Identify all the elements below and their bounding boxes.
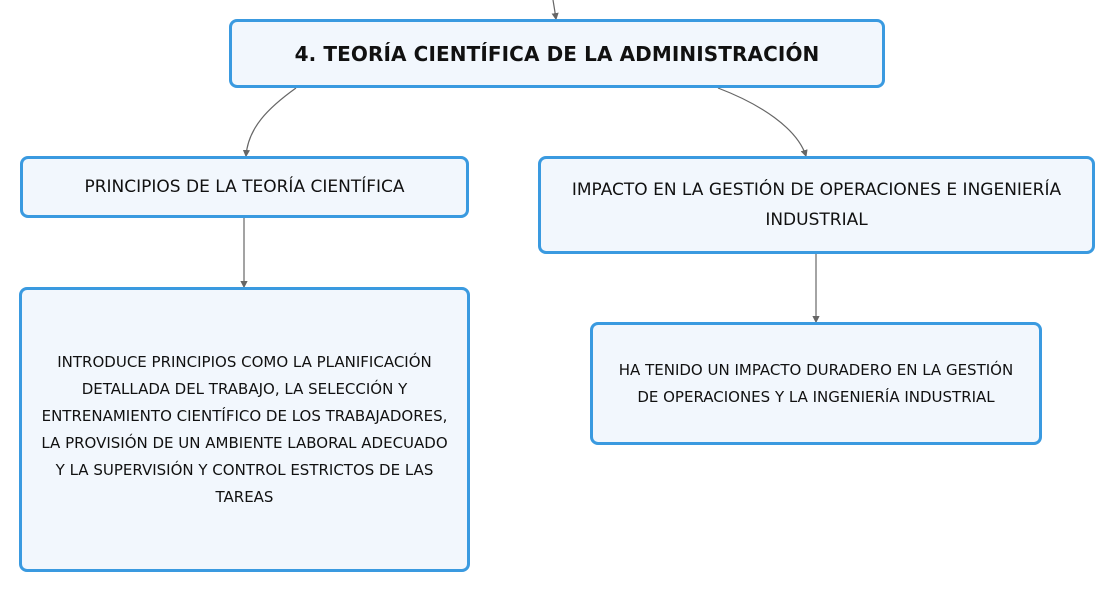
subtopic-principios-node[interactable] (20, 156, 469, 218)
subtopic-principios-label: PRINCIPIOS DE LA TEORÍA CIENTÍFICA (84, 177, 405, 197)
connector-title-to-principios (246, 88, 296, 156)
topic-title-node[interactable] (229, 19, 885, 88)
subtopic-impacto-label: IMPACTO EN LA GESTIÓN DE OPERACIONES E INGENIERÍA INDUSTRIAL (571, 180, 1062, 230)
detail-principios-node[interactable] (19, 287, 470, 572)
connector-incoming-top (553, 0, 556, 19)
subtopic-impacto-node[interactable] (538, 156, 1095, 254)
detail-impacto-node[interactable] (590, 322, 1042, 445)
detail-impacto-text: HA TENIDO UN IMPACTO DURADERO EN LA GESTIÓN DE OPERACIONES Y LA INGENIERÍA INDUSTRIAL (618, 360, 1014, 406)
connector-title-to-impacto (718, 88, 806, 156)
topic-title: 4. TEORÍA CIENTÍFICA DE LA ADMINISTRACIÓN (294, 41, 820, 66)
detail-principios-text: INTRODUCE PRINCIPIOS COMO LA PLANIFICACIÓN DETALLADA DEL TRABAJO, LA SELECCIÓN Y ENTRENAMIENTO CIENTÍFICO DE LOS TRABAJADORES, LA PROVISIÓN DE UN AMBIENTE LABORAL ADECUADO Y LA SUPERVISIÓN Y CONTROL ESTRICTOS DE LAS TAREAS (41, 352, 448, 506)
